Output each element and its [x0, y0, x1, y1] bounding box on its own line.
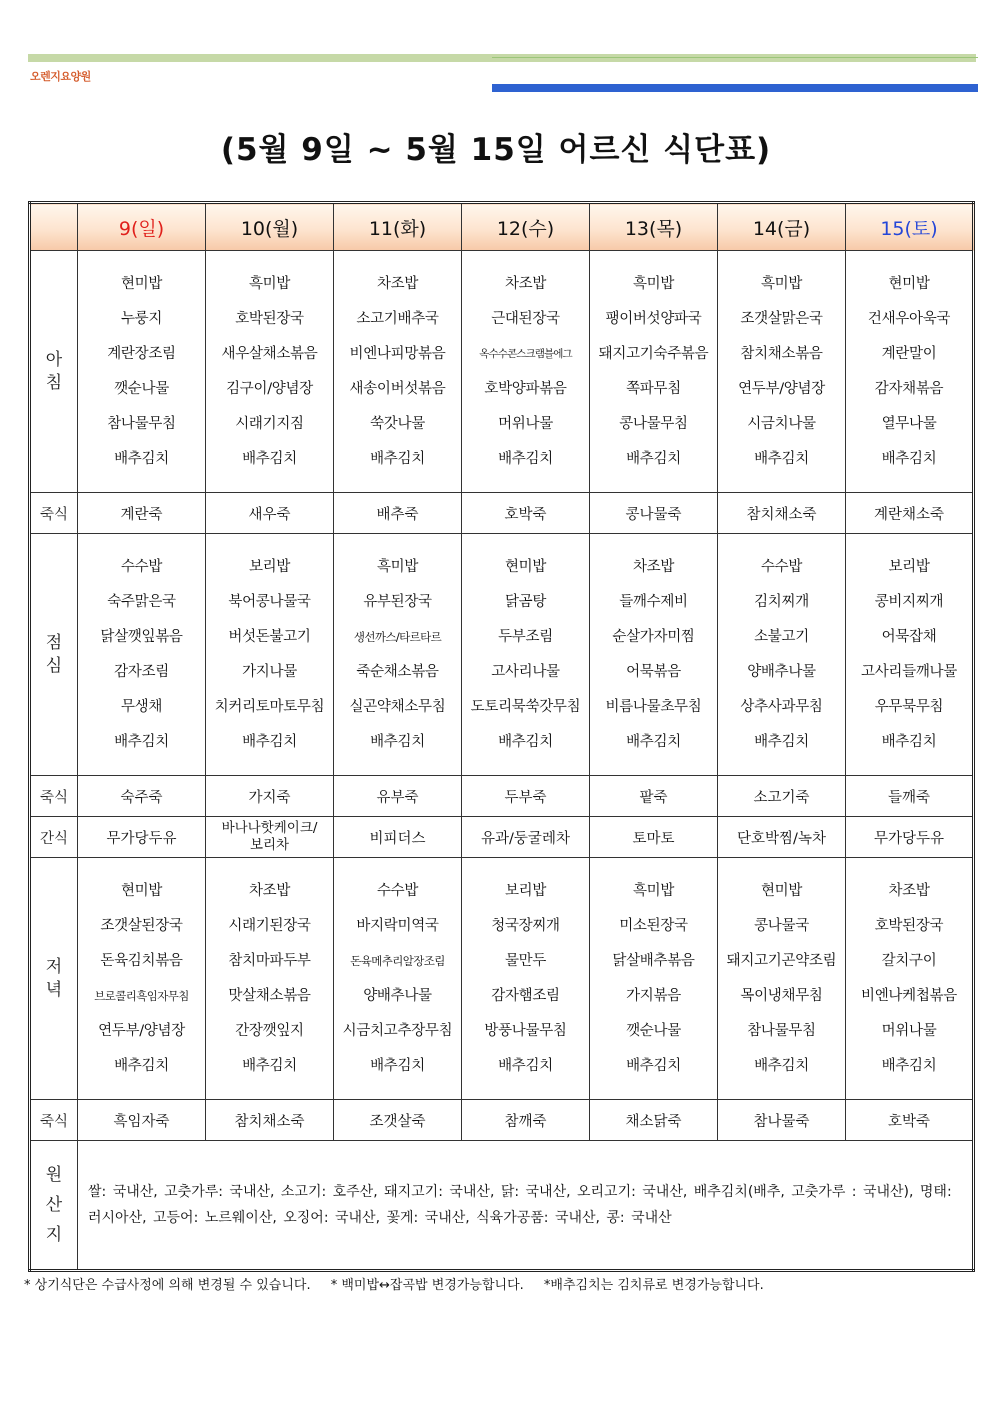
porridge-cell: 두부죽 [462, 776, 590, 817]
menu-item: 현미밥 [504, 558, 547, 575]
menu-item: 참나물무침 [747, 1022, 816, 1039]
menu-item: 북어콩나물국 [228, 593, 311, 610]
menu-item: 현미밥 [888, 275, 930, 292]
menu-item: 배추김치 [754, 733, 809, 750]
origin-row [30, 1141, 974, 1271]
menu-item: 도토리묵쑥갓무침 [470, 698, 581, 715]
snack-row [30, 817, 974, 858]
menu-items [462, 874, 589, 1084]
menu-item: 배추김치 [754, 450, 809, 467]
menu-item: 들깨수제비 [619, 593, 688, 610]
menu-item: 고사리나물 [491, 663, 560, 680]
breakfast-porridge-row [30, 493, 974, 534]
menu-item: 현미밥 [760, 882, 803, 899]
menu-item: 열무나물 [881, 415, 937, 432]
menu-items [718, 874, 845, 1084]
menu-item: 머위나물 [881, 1022, 937, 1039]
label-char: 저 [45, 956, 63, 977]
menu-item: 배추김치 [242, 450, 297, 467]
menu-item: 청국장찌개 [491, 917, 560, 934]
menu-item: 배추김치 [881, 450, 937, 467]
menu-item: 시래기지짐 [235, 415, 304, 432]
menu-item: 조갯살맑은국 [740, 310, 823, 327]
snack-label: 간식 [30, 817, 78, 858]
snack-cell: 유과/둥굴레차 [462, 817, 590, 858]
origin-text: 쌀: 국내산, 고춧가루: 국내산, 소고기: 호주산, 돼지고기: 국내산, 닭: 국내산, 오리고기: 국내산, 배추김치(배추, 고춧가루 : 국내산), 명태: 러시아산, 고등어: 노르웨이산, 오징어: 국내산, 꽃게: 국내산, 식육가공품: 국내산, 콩: 국내산 [78, 1141, 974, 1271]
menu-item: 유부된장국 [363, 593, 432, 610]
menu-item: 호박양파볶음 [484, 380, 567, 397]
day-header: 11(화) [334, 203, 462, 251]
menu-item: 배추김치 [370, 450, 425, 467]
menu-item: 닭살배추볶음 [612, 952, 695, 969]
menu-item: 흑미밥 [632, 275, 675, 292]
menu-item: 생선까스/타르타르 [353, 629, 442, 644]
porridge-cell: 참치채소죽 [206, 1100, 334, 1141]
menu-item: 보리밥 [504, 882, 547, 899]
menu-item: 우무묵무침 [874, 698, 944, 715]
page-title: (5월 9일 ~ 5월 15일 어르신 식단표) [220, 132, 772, 168]
menu-item: 버섯돈불고기 [228, 628, 311, 645]
origin-label [30, 1141, 78, 1271]
day-header: 9(일) [78, 203, 206, 251]
menu-item: 고사리들깨나물 [861, 663, 957, 680]
porridge-cell: 배추죽 [334, 493, 462, 534]
menu-item: 가지볶음 [626, 987, 681, 1004]
menu-item: 배추김치 [114, 450, 169, 467]
menu-item: 현미밥 [120, 882, 163, 899]
porridge-label: 죽식 [30, 776, 78, 817]
menu-item: 무생채 [120, 698, 163, 715]
menu-item: 콩나물무침 [619, 415, 688, 432]
menu-item: 양배추나물 [363, 987, 432, 1004]
meal-cell [78, 534, 206, 776]
day-header: 15(토) [846, 203, 974, 251]
snack-cell: 무가당두유 [846, 817, 974, 858]
menu-item: 건새우아욱국 [867, 310, 951, 327]
menu-item: 흑미밥 [376, 558, 419, 575]
menu-items [590, 267, 717, 477]
meal-cell [462, 858, 590, 1100]
meal-cell [78, 858, 206, 1100]
lunch-label [30, 534, 78, 776]
label-char: 산 [45, 1195, 63, 1215]
label-char: 지 [45, 1225, 63, 1245]
logo: 오렌지요양원 [30, 70, 91, 83]
day-header-row [30, 203, 974, 251]
footnote-3: *배추김치는 김치류로 변경가능합니다. [543, 1278, 764, 1293]
meal-cell [718, 251, 846, 493]
menu-item: 팽이버섯양파국 [605, 310, 702, 327]
meal-cell [718, 534, 846, 776]
day-header: 10(월) [206, 203, 334, 251]
meal-cell [334, 858, 462, 1100]
menu-item: 방풍나물무침 [484, 1022, 567, 1039]
porridge-cell: 콩나물죽 [590, 493, 718, 534]
menu-items [206, 267, 333, 477]
menu-item: 참나물무침 [107, 415, 176, 432]
menu-item: 보리밥 [248, 558, 291, 575]
menu-item: 배추김치 [498, 1057, 553, 1074]
porridge-cell: 계란죽 [78, 493, 206, 534]
menu-item: 배추김치 [498, 733, 553, 750]
menu-item: 김치찌개 [754, 593, 809, 610]
menu-item: 소고기배추국 [356, 310, 439, 327]
porridge-label: 죽식 [30, 493, 78, 534]
footnote [24, 1274, 764, 1293]
porridge-cell: 채소닭죽 [590, 1100, 718, 1141]
menu-item: 콩비지찌개 [874, 593, 944, 610]
menu-item: 돼지고기숙주볶음 [598, 345, 709, 362]
meal-cell [590, 858, 718, 1100]
day-header: 14(금) [718, 203, 846, 251]
menu-item: 배추김치 [498, 450, 553, 467]
header-corner [30, 203, 78, 251]
menu-items [334, 267, 461, 477]
porridge-cell: 참깨죽 [462, 1100, 590, 1141]
porridge-cell: 가지죽 [206, 776, 334, 817]
meal-cell [846, 534, 974, 776]
menu-item: 콩나물국 [754, 917, 809, 934]
menu-item: 갈치구이 [881, 952, 937, 969]
menu-item: 감자채볶음 [874, 380, 944, 397]
meal-cell [206, 858, 334, 1100]
meal-cell [462, 251, 590, 493]
snack-cell: 단호박찜/녹차 [718, 817, 846, 858]
porridge-cell: 조갯살죽 [334, 1100, 462, 1141]
porridge-cell: 들깨죽 [846, 776, 974, 817]
menu-item: 목이냉채무침 [740, 987, 823, 1004]
header-bar-line [492, 57, 978, 58]
menu-item: 배추김치 [242, 1057, 297, 1074]
porridge-cell: 새우죽 [206, 493, 334, 534]
menu-items [206, 874, 333, 1084]
menu-item: 배추김치 [626, 1057, 681, 1074]
menu-item: 흑미밥 [248, 275, 291, 292]
snack-cell: 비피더스 [334, 817, 462, 858]
meal-cell [206, 534, 334, 776]
menu-item: 비름나물초무침 [605, 698, 702, 715]
menu-item: 소불고기 [754, 628, 809, 645]
header-bar-blue [492, 84, 978, 92]
meal-cell [334, 251, 462, 493]
meal-cell [846, 251, 974, 493]
dinner-label [30, 858, 78, 1100]
menu-item: 차조밥 [888, 882, 930, 899]
porridge-cell: 흑임자죽 [78, 1100, 206, 1141]
menu-item: 차조밥 [248, 882, 291, 899]
menu-items [846, 550, 972, 760]
porridge-cell: 숙주죽 [78, 776, 206, 817]
menu-item: 감자햄조림 [491, 987, 560, 1004]
menu-item: 수수밥 [760, 558, 803, 575]
menu-item: 브로콜리흑임자무침 [94, 988, 189, 1003]
meal-cell [78, 251, 206, 493]
porridge-label: 죽식 [30, 1100, 78, 1141]
snack-cell: 무가당두유 [78, 817, 206, 858]
menu-item: 옥수수콘스크램블에그 [479, 347, 572, 360]
menu-item: 맛살채소볶음 [228, 987, 311, 1004]
menu-item: 치커리토마토무침 [214, 698, 325, 715]
menu-item: 바지락미역국 [356, 917, 439, 934]
menu-item: 간장깻잎지 [235, 1022, 304, 1039]
menu-item: 돼지고기곤약조림 [726, 952, 837, 969]
meal-cell [206, 251, 334, 493]
menu-item: 닭살깻잎볶음 [100, 628, 183, 645]
menu-item: 배추김치 [370, 1057, 425, 1074]
menu-item: 배추김치 [626, 733, 681, 750]
menu-item: 상추사과무침 [740, 698, 823, 715]
menu-item: 어묵잡채 [881, 628, 937, 645]
day-header: 13(목) [590, 203, 718, 251]
menu-item: 호박된장국 [874, 917, 944, 934]
porridge-cell: 참나물죽 [718, 1100, 846, 1141]
menu-item: 깻순나물 [114, 380, 169, 397]
menu-table [28, 201, 975, 1272]
meal-cell [462, 534, 590, 776]
menu-item: 수수밥 [376, 882, 419, 899]
label-char: 원 [45, 1165, 63, 1185]
menu-item: 차조밥 [376, 275, 419, 292]
menu-item: 순살가자미찜 [612, 628, 695, 645]
menu-item: 연두부/양념장 [98, 1022, 185, 1039]
porridge-cell: 계란채소죽 [846, 493, 974, 534]
menu-item: 깻순나물 [626, 1022, 681, 1039]
menu-item: 두부조림 [498, 628, 553, 645]
menu-item: 연두부/양념장 [738, 380, 825, 397]
menu-item: 누룽지 [120, 310, 163, 327]
menu-items [846, 267, 972, 477]
menu-item: 현미밥 [120, 275, 163, 292]
menu-item: 계란말이 [881, 345, 937, 362]
breakfast-label [30, 251, 78, 493]
day-header: 12(수) [462, 203, 590, 251]
menu-item: 감자조림 [114, 663, 169, 680]
menu-item: 흑미밥 [760, 275, 803, 292]
menu-item: 머위나물 [498, 415, 553, 432]
meal-cell [334, 534, 462, 776]
snack-cell: 토마토 [590, 817, 718, 858]
menu-item: 시래기된장국 [228, 917, 311, 934]
menu-items [590, 874, 717, 1084]
dinner-row [30, 858, 974, 1100]
menu-item: 김구이/양념장 [226, 380, 313, 397]
porridge-cell: 참치채소죽 [718, 493, 846, 534]
menu-item: 배추김치 [114, 733, 169, 750]
menu-item: 비엔나피망볶음 [349, 345, 446, 362]
menu-item: 배추김치 [114, 1057, 169, 1074]
menu-items [334, 874, 461, 1084]
menu-item: 가지나물 [242, 663, 297, 680]
menu-item: 계란장조림 [107, 345, 176, 362]
menu-item: 닭곰탕 [504, 593, 547, 610]
menu-item: 참치마파두부 [228, 952, 311, 969]
menu-item: 배추김치 [754, 1057, 809, 1074]
snack-cell: 바나나핫케이크/ 보리차 [206, 817, 334, 858]
dinner-porridge-row [30, 1100, 974, 1141]
menu-item: 물만두 [504, 952, 547, 969]
menu-item: 흑미밥 [632, 882, 675, 899]
menu-item: 숙주맑은국 [107, 593, 176, 610]
porridge-cell: 팥죽 [590, 776, 718, 817]
porridge-cell: 소고기죽 [718, 776, 846, 817]
menu-items [78, 267, 205, 477]
menu-item: 배추김치 [881, 733, 937, 750]
menu-item: 쑥갓나물 [370, 415, 425, 432]
menu-item: 시금치고추장무침 [342, 1022, 453, 1039]
menu-items [462, 267, 589, 477]
menu-items [718, 267, 845, 477]
menu-item: 쪽파무침 [626, 380, 681, 397]
menu-items [590, 550, 717, 760]
meal-cell [846, 858, 974, 1100]
menu-item: 양배추나물 [747, 663, 816, 680]
header-bar-green [28, 54, 976, 62]
menu-item: 근대된장국 [491, 310, 560, 327]
label-char: 심 [45, 655, 63, 676]
menu-item: 미소된장국 [619, 917, 688, 934]
menu-item: 차조밥 [632, 558, 675, 575]
menu-items [462, 550, 589, 760]
menu-item: 돈육김치볶음 [100, 952, 183, 969]
label-char: 점 [45, 632, 63, 653]
menu-item: 시금치나물 [747, 415, 816, 432]
menu-item: 참치채소볶음 [740, 345, 823, 362]
menu-items [846, 874, 972, 1084]
meal-cell [590, 534, 718, 776]
menu-item: 새송이버섯볶음 [349, 380, 446, 397]
menu-item: 배추김치 [626, 450, 681, 467]
menu-item: 배추김치 [881, 1057, 937, 1074]
menu-item: 어묵볶음 [626, 663, 681, 680]
menu-items [718, 550, 845, 760]
breakfast-row [30, 251, 974, 493]
lunch-row [30, 534, 974, 776]
menu-item: 차조밥 [504, 275, 547, 292]
porridge-cell: 유부죽 [334, 776, 462, 817]
menu-item: 실곤약채소무침 [349, 698, 446, 715]
label-char: 녁 [45, 979, 63, 1000]
menu-item: 배추김치 [242, 733, 297, 750]
menu-items [334, 550, 461, 760]
meal-cell [590, 251, 718, 493]
footnote-2: * 백미밥↔잡곡밥 변경가능합니다. [330, 1278, 524, 1293]
menu-items [206, 550, 333, 760]
menu-item: 조갯살된장국 [100, 917, 183, 934]
menu-items [78, 550, 205, 760]
menu-item: 배추김치 [370, 733, 425, 750]
menu-item: 보리밥 [888, 558, 930, 575]
label-char: 아 [45, 349, 63, 370]
menu-item: 비엔나케첩볶음 [861, 987, 957, 1004]
menu-item: 수수밥 [120, 558, 163, 575]
footnote-1: * 상기식단은 수급사정에 의해 변경될 수 있습니다. [24, 1278, 311, 1293]
menu-item: 돈육메추리알장조림 [350, 953, 445, 968]
porridge-cell: 호박죽 [462, 493, 590, 534]
menu-items [78, 874, 205, 1084]
label-char: 침 [45, 372, 63, 393]
lunch-porridge-row [30, 776, 974, 817]
meal-cell [718, 858, 846, 1100]
menu-item: 새우살채소볶음 [221, 345, 318, 362]
menu-item: 죽순채소볶음 [356, 663, 439, 680]
menu-item: 호박된장국 [235, 310, 304, 327]
porridge-cell: 호박죽 [846, 1100, 974, 1141]
